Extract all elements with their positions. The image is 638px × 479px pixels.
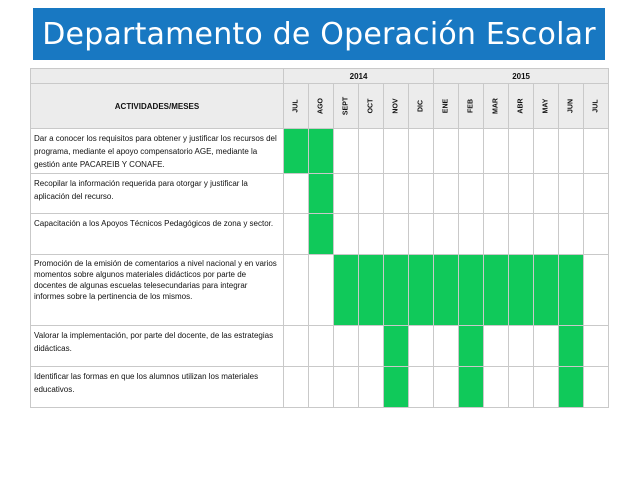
activity-description: Recopilar la información requerida para otorgar y justificar la aplicación del recurso. (31, 174, 284, 214)
title-banner (33, 8, 605, 60)
schedule-cell (284, 174, 309, 214)
schedule-cell (359, 129, 384, 174)
schedule-cell-active (559, 255, 584, 326)
schedule-cell-active (384, 255, 409, 326)
schedule-cell (484, 174, 509, 214)
year-header-spacer (31, 69, 284, 84)
schedule-cell (434, 129, 459, 174)
schedule-cell (359, 174, 384, 214)
month-header-sept-2 (334, 84, 359, 129)
month-header-jun-11 (559, 84, 584, 129)
schedule-cell (334, 174, 359, 214)
schedule-cell-active (309, 174, 334, 214)
activity-description: Promoción de la emisión de comentarios a nivel nacional y en varios momentos sobre algunos materiales didácticos por parte de docentes de algunas escuelas telesecundarias para integrar informes sobre la pertinencia de los mismos. (31, 255, 284, 326)
schedule-cell (359, 214, 384, 255)
schedule-cell (434, 367, 459, 408)
schedule-cell (384, 174, 409, 214)
schedule-cell-active (559, 326, 584, 367)
schedule-cell (409, 326, 434, 367)
activities-header: ACTIVIDADES/MESES (31, 84, 284, 129)
schedule-cell (509, 367, 534, 408)
schedule-table (30, 68, 609, 418)
month-header-nov-4 (384, 84, 409, 129)
schedule-cell (309, 255, 334, 326)
schedule-cell (409, 174, 434, 214)
schedule-cell (384, 214, 409, 255)
empty-row (31, 408, 609, 419)
schedule-cell-active (384, 326, 409, 367)
schedule-cell-active (459, 326, 484, 367)
schedule-cell (334, 214, 359, 255)
schedule-cell (484, 129, 509, 174)
schedule-cell-active (384, 367, 409, 408)
schedule-cell (359, 367, 384, 408)
schedule-cell (509, 174, 534, 214)
month-label: JUL (592, 99, 600, 113)
schedule-cell (559, 129, 584, 174)
month-label: DIC (417, 99, 425, 113)
month-label: JUN (567, 98, 575, 114)
activity-row (31, 255, 609, 326)
schedule-cell (584, 367, 609, 408)
month-header-may-10 (534, 84, 559, 129)
schedule-cell (534, 326, 559, 367)
month-label: MAY (542, 98, 550, 114)
schedule-cell-active (484, 255, 509, 326)
activity-row (31, 367, 609, 408)
schedule-cell-active (534, 255, 559, 326)
activity-description: Capacitación a los Apoyos Técnicos Pedagógicos de zona y sector. (31, 214, 284, 255)
schedule-cell (534, 129, 559, 174)
schedule-cell (484, 214, 509, 255)
schedule-cell-active (359, 255, 384, 326)
schedule-cell-active (334, 255, 359, 326)
schedule-cell (334, 129, 359, 174)
schedule-cell (509, 326, 534, 367)
activity-row (31, 214, 609, 255)
month-header-mar-8 (484, 84, 509, 129)
schedule-cell (509, 129, 534, 174)
month-header-jul-0 (284, 84, 309, 129)
schedule-cell (359, 326, 384, 367)
schedule-cell (459, 214, 484, 255)
month-label: JUL (292, 99, 300, 113)
schedule-cell (409, 367, 434, 408)
activity-row (31, 326, 609, 367)
schedule-cell (584, 214, 609, 255)
schedule-cell (434, 326, 459, 367)
schedule-cell (584, 174, 609, 214)
month-label: AGO (317, 98, 325, 114)
schedule-cell (584, 255, 609, 326)
month-header-ago-1 (309, 84, 334, 129)
schedule-cell (309, 326, 334, 367)
year-label-2014: 2014 (284, 69, 434, 84)
schedule-cell-active (309, 214, 334, 255)
page-title: Departamento de Operación Escolar (42, 16, 596, 52)
schedule-cell (484, 326, 509, 367)
schedule-cell (459, 129, 484, 174)
schedule-cell (534, 174, 559, 214)
schedule-cell (459, 174, 484, 214)
schedule-cell (534, 367, 559, 408)
schedule-cell (534, 214, 559, 255)
schedule-cell-active (409, 255, 434, 326)
schedule-cell (284, 214, 309, 255)
month-header-oct-3 (359, 84, 384, 129)
schedule-cell (309, 367, 334, 408)
month-header-row (31, 84, 609, 129)
schedule-cell-active (284, 129, 309, 174)
schedule-cell (409, 214, 434, 255)
activity-description: Dar a conocer los requisitos para obtener y justificar los recursos del programa, mediante el apoyo compensatorio AGE, mediante la gestión ante PACAREIB Y CONAFE. (31, 129, 284, 174)
schedule-cell (284, 326, 309, 367)
month-label: OCT (367, 98, 375, 114)
year-label-2015: 2015 (434, 69, 609, 84)
schedule-cell-active (559, 367, 584, 408)
month-header-abr-9 (509, 84, 534, 129)
schedule-cell (334, 367, 359, 408)
schedule-cell (584, 326, 609, 367)
month-label: FEB (467, 99, 475, 113)
activity-row (31, 129, 609, 174)
schedule-cell-active (459, 255, 484, 326)
activity-row (31, 174, 609, 214)
schedule-cell (559, 174, 584, 214)
schedule-cell (284, 367, 309, 408)
month-label: NOV (392, 98, 400, 114)
schedule-cell-active (459, 367, 484, 408)
schedule-cell (334, 326, 359, 367)
schedule-cell (384, 129, 409, 174)
month-label: ENE (442, 98, 450, 114)
activity-description: Valorar la implementación, por parte del docente, de las estrategias didácticas. (31, 326, 284, 367)
schedule-cell-active (434, 255, 459, 326)
month-header-dic-5 (409, 84, 434, 129)
schedule-cell (584, 129, 609, 174)
empty-cell (31, 408, 609, 419)
month-header-jul-12 (584, 84, 609, 129)
activity-description: Identificar las formas en que los alumnos utilizan los materiales educativos. (31, 367, 284, 408)
schedule-cell (409, 129, 434, 174)
schedule-cell (509, 214, 534, 255)
month-label: SEPT (342, 96, 350, 116)
month-header-feb-7 (459, 84, 484, 129)
schedule-cell (434, 174, 459, 214)
year-header-row (31, 69, 609, 84)
schedule-cell (284, 255, 309, 326)
month-label: ABR (517, 98, 525, 114)
month-header-ene-6 (434, 84, 459, 129)
month-label: MAR (492, 98, 500, 114)
schedule-cell (484, 367, 509, 408)
schedule-cell-active (309, 129, 334, 174)
schedule-cell (434, 214, 459, 255)
schedule-cell (559, 214, 584, 255)
schedule-cell-active (509, 255, 534, 326)
